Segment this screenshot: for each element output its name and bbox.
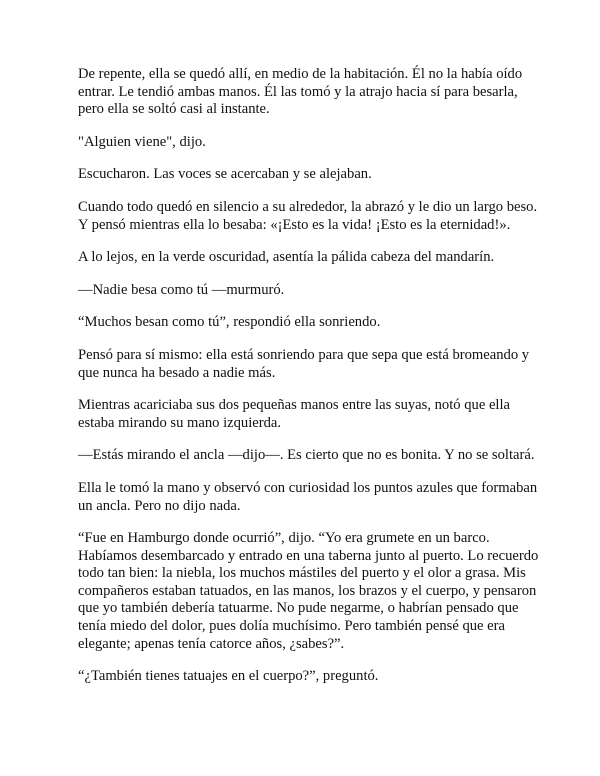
paragraph-12: “Fue en Hamburgo donde ocurrió”, dijo. “Yo era grumete en un barco. Habíamos desembarcado y entrado en una taberna junto al puerto. Lo recuerdo todo tan bien: la niebla, los muchos mástiles del puerto y el olor a grasa. Mis compañeros estaban tatuados, en las manos, los brazos y el cuerpo, y pensaron que yo también debería tatuarme. No pude negarme, o habrían pensado que tenía miedo del dolor, pues dolía muchísimo. Pero también pensé que era elegante; apenas tenía catorce años, ¿sabes?”. xyxy=(78,530,539,652)
paragraph-7: “Muchos besan como tú”, respondió ella sonriendo. xyxy=(78,314,381,331)
paragraph-9: Mientras acariciaba sus dos pequeñas manos entre las suyas, notó que ella estaba mirando su mano izquierda. xyxy=(78,397,511,431)
body-text xyxy=(78,66,540,701)
paragraph-2: "Alguien viene", dijo. xyxy=(78,133,206,150)
paragraph-11: Ella le tomó la mano y observó con curiosidad los puntos azules que formaban un ancla. Pero no dijo nada. xyxy=(78,479,538,514)
paragraph-8: Pensó para sí mismo: ella está sonriendo para que sepa que está bromeando y que nunca ha besado a nadie más. xyxy=(78,346,530,381)
paragraph-10: —Estás mirando el ancla —dijo—. Es cierto que no es bonita. Y no se soltará. xyxy=(78,447,535,464)
paragraph-5: A lo lejos, en la verde oscuridad, asentía la pálida cabeza del mandarín. xyxy=(78,249,495,266)
paragraph-4: Cuando todo quedó en silencio a su alrededor, la abrazó y le dio un largo beso. Y pensó mientras ella lo besaba: «¡Esto es la vida! ¡Esto es la eternidad!». xyxy=(78,198,538,233)
paragraph-13: “¿También tienes tatuajes en el cuerpo?”, preguntó. xyxy=(78,668,379,685)
paragraph-3: Escucharon. Las voces se acercaban y se alejaban. xyxy=(78,166,372,183)
paragraph-6: —Nadie besa como tú —murmuró. xyxy=(78,281,285,298)
paragraph-1: De repente, ella se quedó allí, en medio de la habitación. Él no la había oído entrar. Le tendió ambas manos. Él las tomó y la atrajo hacia sí para besarla, pero ella se soltó casi al instante. xyxy=(78,66,523,118)
